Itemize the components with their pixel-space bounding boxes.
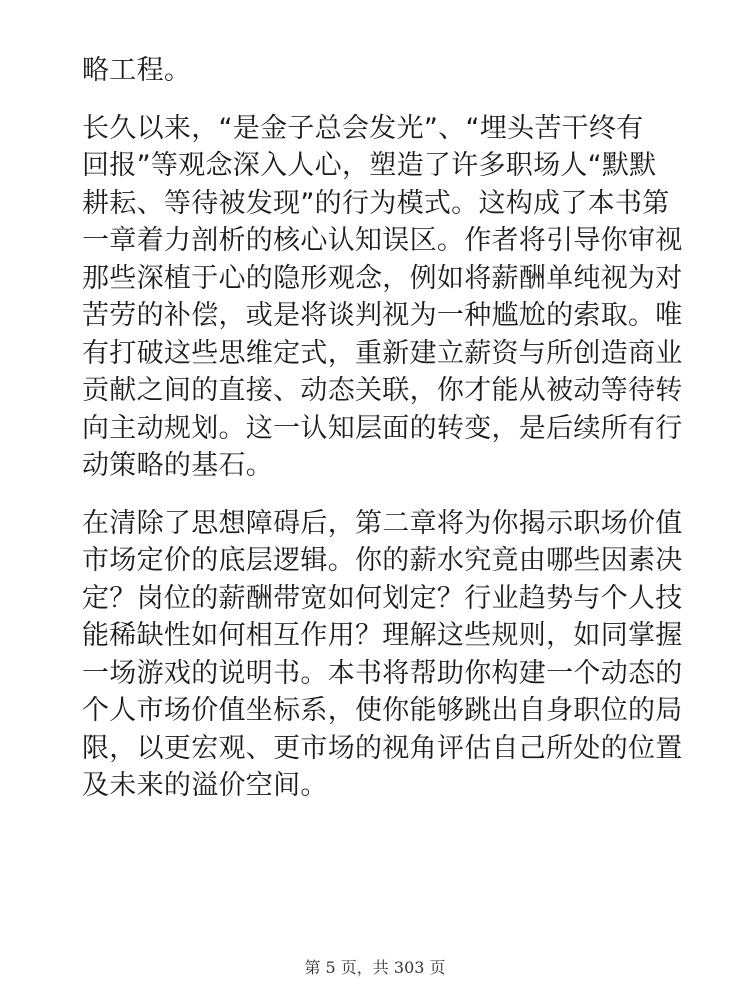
text-line: 长久以来，“是金子总会发光”、“埋头苦干终有	[82, 112, 644, 144]
text-line: 略工程。	[82, 55, 192, 86]
paragraph-continuation	[82, 52, 672, 90]
text-line: 耕耘、等待被发现”的行为模式。这构成了本书第	[82, 187, 670, 219]
text-line: 一章着力剖析的核心认知误区。作者将引导你审视	[82, 225, 683, 256]
text-line: 个人市场价值坐标系，使你能够跳出自身职位的局	[82, 695, 683, 726]
text-line: 动策略的基石。	[82, 450, 274, 481]
text-line: 有打破这些思维定式，重新建立薪资与所创造商业	[82, 337, 683, 369]
text-line: 向主动规划。这一认知层面的转变，是后续所有行	[82, 412, 683, 444]
body-text	[82, 52, 683, 825]
text-line: 及未来的溢价空间。	[82, 770, 328, 801]
text-line: 贡献之间的直接、动态关联，你才能从被动等待转	[82, 375, 683, 406]
paragraph-chapter-one	[82, 110, 683, 485]
text-line: 回报”等观念深入人心，塑造了许多职场人“默默	[82, 150, 657, 181]
text-line: 一场游戏的说明书。本书将帮助你构建一个动态的	[82, 657, 683, 689]
text-line: 定？岗位的薪酬带宽如何划定？行业趋势与个人技	[82, 582, 683, 614]
text-line: 在清除了思想障碍后，第二章将为你揭示职场价值	[82, 507, 683, 539]
text-line: 那些深植于心的隐形观念，例如将薪酬单纯视为对	[82, 262, 683, 294]
text-line: 限，以更宏观、更市场的视角评估自己所处的位置	[82, 732, 683, 764]
text-line: 能稀缺性如何相互作用？理解这些规则，如同掌握	[82, 620, 683, 651]
text-line: 市场定价的底层逻辑。你的薪水究竟由哪些因素决	[82, 545, 683, 576]
text-line: 苦劳的补偿，或是将谈判视为一种尴尬的索取。唯	[82, 300, 683, 331]
paragraph-chapter-two	[82, 505, 683, 805]
page-number-footer: 第 5 页，共 303 页	[304, 958, 446, 977]
